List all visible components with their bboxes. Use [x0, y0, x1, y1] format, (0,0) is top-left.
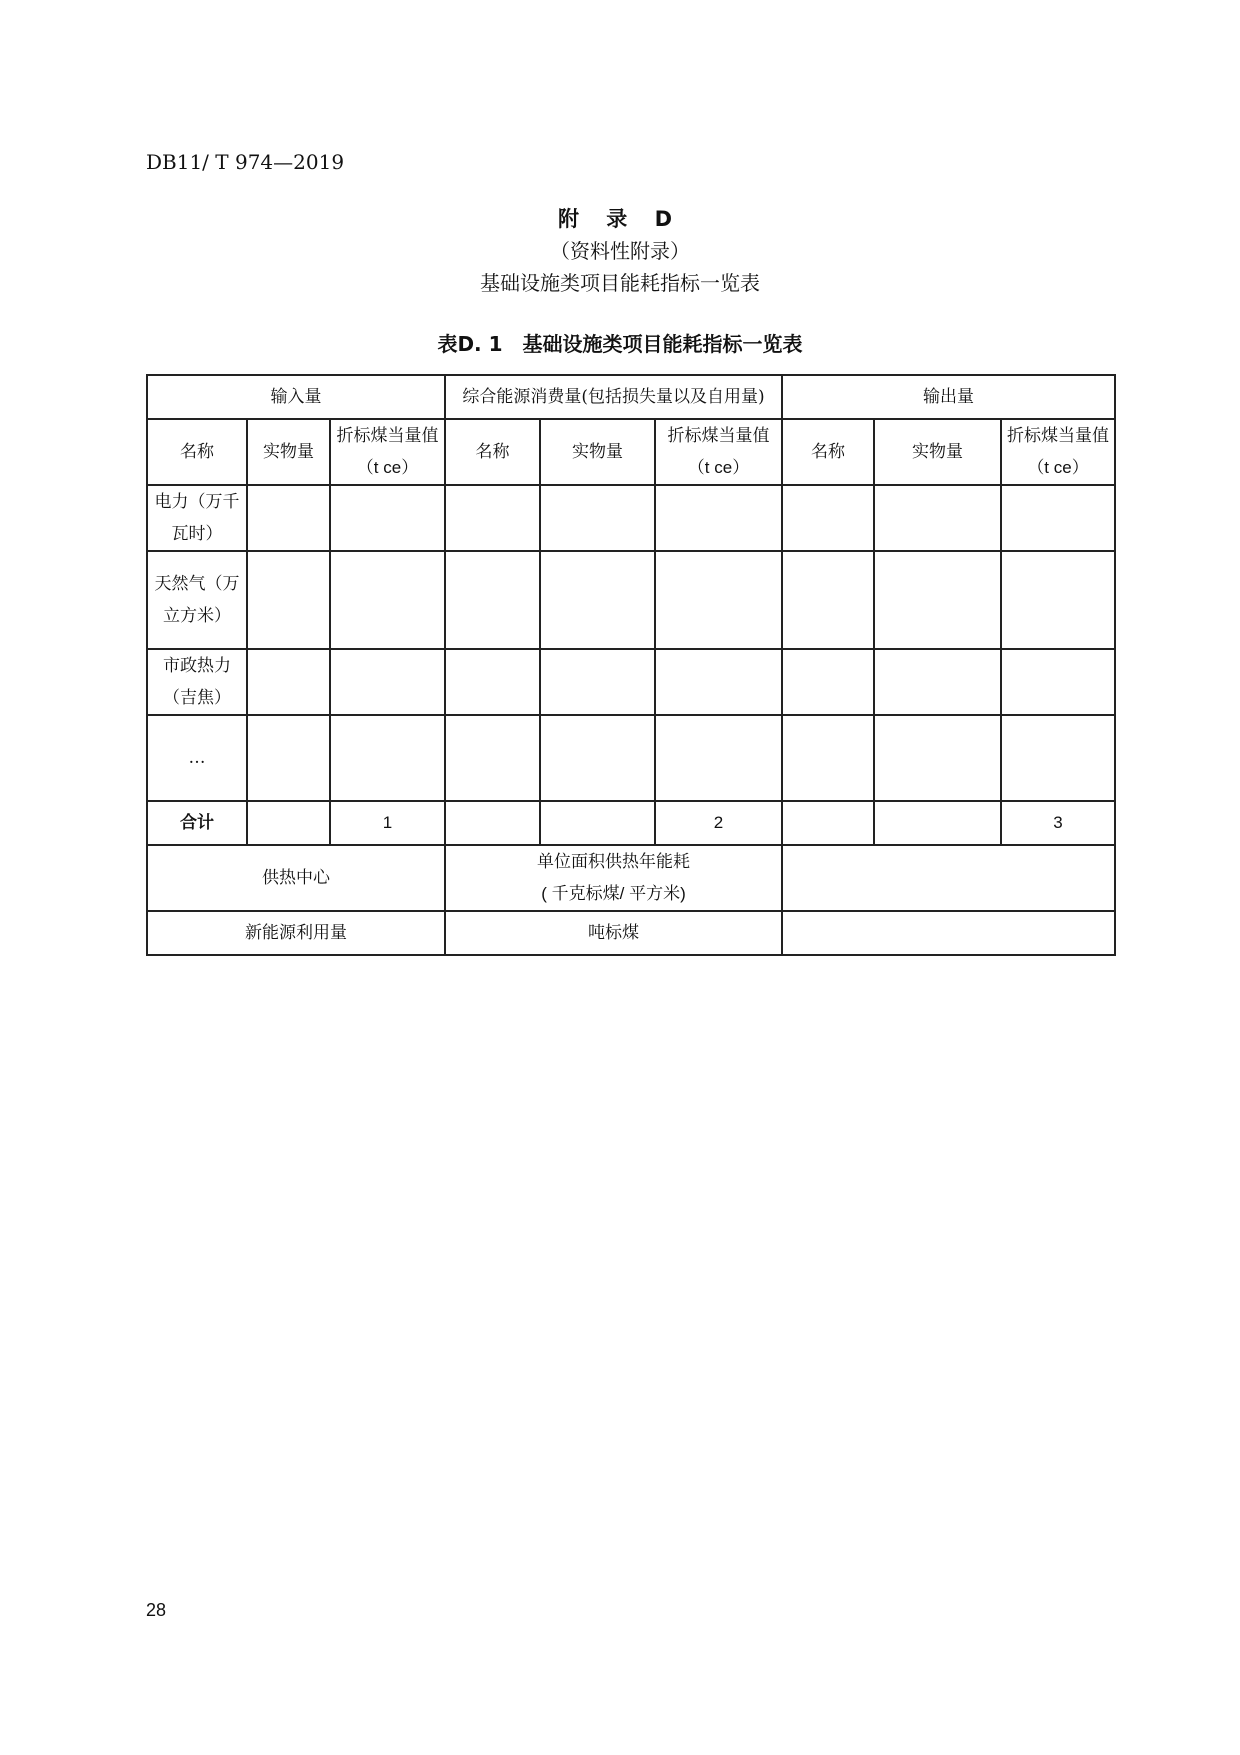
total-label: 合计 [147, 801, 247, 845]
cell [540, 551, 655, 649]
cell [655, 649, 782, 715]
col-name-consumption: 名称 [445, 419, 540, 485]
cell [1001, 649, 1115, 715]
total-consumption: 2 [655, 801, 782, 845]
cell [874, 801, 1001, 845]
converted-unit: （t ce） [356, 458, 419, 477]
row-name: 电力（万千瓦时） [147, 485, 247, 551]
cell [445, 649, 540, 715]
heating-center-label: 供热中心 [147, 845, 445, 911]
cell [247, 551, 330, 649]
cell [1001, 715, 1115, 801]
cell [445, 551, 540, 649]
col-name-input: 名称 [147, 419, 247, 485]
group-header-row [147, 375, 1115, 419]
standard-code: DB11/ T 974—2019 [146, 150, 345, 174]
appendix-title: 基础设施类项目能耗指标一览表 [480, 271, 760, 295]
cell [247, 649, 330, 715]
cell [540, 715, 655, 801]
appendix-label: 附 录 D [557, 207, 683, 231]
cell [874, 649, 1001, 715]
cell [445, 485, 540, 551]
col-physical-output: 实物量 [874, 419, 1001, 485]
cell [540, 649, 655, 715]
cell [330, 485, 445, 551]
table-caption: 表D. 1 基础设施类项目能耗指标一览表 [437, 332, 803, 356]
group-consumption: 综合能源消费量(包括损失量以及自用量) [445, 375, 782, 419]
cell [655, 485, 782, 551]
row-name: … [147, 715, 247, 801]
footer-row [147, 845, 1115, 911]
heating-metric-unit: ( 千克标煤/ 平方米) [541, 884, 686, 903]
table-row [147, 649, 1115, 715]
footer-row [147, 911, 1115, 955]
cell [445, 715, 540, 801]
heating-metric [445, 845, 782, 911]
col-converted-consumption [655, 419, 782, 485]
cell [247, 715, 330, 801]
page-number: 28 [146, 1600, 167, 1620]
table-row [147, 551, 1115, 649]
table-row [147, 715, 1115, 801]
total-input: 1 [330, 801, 445, 845]
col-converted-output [1001, 419, 1115, 485]
new-energy-unit: 吨标煤 [445, 911, 782, 955]
cell [540, 485, 655, 551]
cell [655, 715, 782, 801]
cell [1001, 551, 1115, 649]
col-converted-input [330, 419, 445, 485]
cell [247, 801, 330, 845]
cell [782, 649, 874, 715]
converted-label: 折标煤当量值 [1007, 426, 1110, 446]
heating-value [782, 845, 1115, 911]
table-row [147, 485, 1115, 551]
column-header-row [147, 419, 1115, 485]
cell [1001, 485, 1115, 551]
cell [540, 801, 655, 845]
total-row [147, 801, 1115, 845]
group-output: 输出量 [782, 375, 1115, 419]
new-energy-label: 新能源利用量 [147, 911, 445, 955]
total-output: 3 [1001, 801, 1115, 845]
col-physical-input: 实物量 [247, 419, 330, 485]
cell [874, 551, 1001, 649]
cell [782, 551, 874, 649]
appendix-type: （资料性附录） [550, 239, 690, 263]
cell [330, 715, 445, 801]
cell [330, 649, 445, 715]
col-name-output: 名称 [782, 419, 874, 485]
col-physical-consumption: 实物量 [540, 419, 655, 485]
converted-label: 折标煤当量值 [336, 426, 439, 446]
row-name: 天然气（万立方米） [147, 551, 247, 649]
cell [782, 485, 874, 551]
cell [330, 551, 445, 649]
converted-label: 折标煤当量值 [667, 426, 770, 446]
cell [782, 715, 874, 801]
group-input: 输入量 [147, 375, 445, 419]
cell [247, 485, 330, 551]
energy-index-table [146, 374, 1116, 956]
new-energy-value [782, 911, 1115, 955]
cell [874, 715, 1001, 801]
row-name: 市政热力（吉焦） [147, 649, 247, 715]
cell [874, 485, 1001, 551]
cell [782, 801, 874, 845]
cell [445, 801, 540, 845]
converted-unit: （t ce） [687, 458, 750, 477]
converted-unit: （t ce） [1027, 458, 1089, 477]
cell [655, 551, 782, 649]
heating-metric-label: 单位面积供热年能耗 [537, 852, 690, 872]
